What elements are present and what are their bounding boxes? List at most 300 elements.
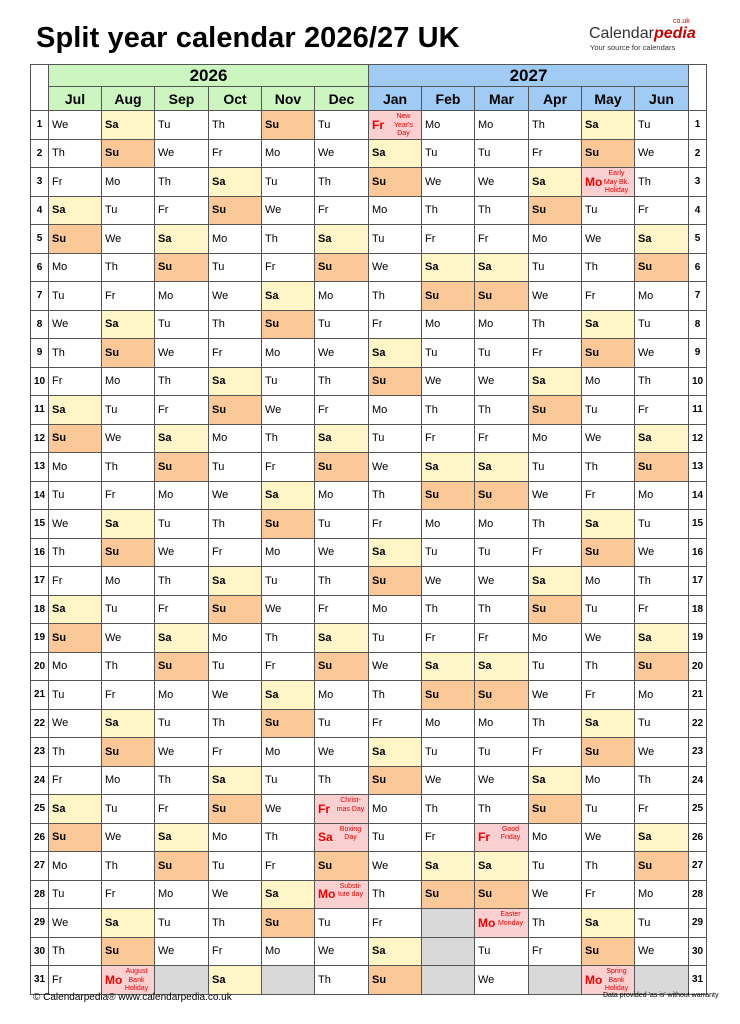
day-cell: Sa <box>475 852 529 881</box>
day-number: 16 <box>31 538 49 567</box>
weekday-label: Fr <box>318 801 330 816</box>
day-cell: Fr <box>422 225 475 254</box>
day-cell: Mo <box>475 111 529 140</box>
day-cell: Th <box>422 595 475 624</box>
table-row <box>31 453 707 482</box>
day-cell: We <box>475 966 529 995</box>
day-cell: Sa <box>315 624 369 653</box>
day-cell: We <box>209 880 262 909</box>
day-cell: We <box>262 795 315 824</box>
day-cell: Th <box>49 339 102 368</box>
day-cell: Th <box>262 424 315 453</box>
day-cell: Tu <box>102 595 155 624</box>
day-cell: Th <box>475 396 529 425</box>
day-number: 8 <box>31 310 49 339</box>
day-number: 22 <box>689 709 707 738</box>
day-cell: Tu <box>155 709 209 738</box>
day-number: 14 <box>31 481 49 510</box>
day-cell: We <box>635 937 689 966</box>
day-cell: Tu <box>635 909 689 938</box>
day-cell: Mo <box>262 139 315 168</box>
day-cell: Fr <box>635 795 689 824</box>
day-cell: Th <box>369 481 422 510</box>
day-cell: We <box>475 766 529 795</box>
day-number: 12 <box>689 424 707 453</box>
empty-day-cell <box>635 966 689 995</box>
day-cell: Th <box>102 852 155 881</box>
day-cell: Th <box>369 880 422 909</box>
day-cell: Su <box>422 282 475 311</box>
month-header-aug: Aug <box>102 87 155 111</box>
day-cell: Su <box>529 196 582 225</box>
day-cell: Tu <box>369 624 422 653</box>
day-cell: Su <box>49 225 102 254</box>
day-cell: Fr <box>635 396 689 425</box>
day-cell: Tu <box>262 567 315 596</box>
day-cell: Mo <box>422 510 475 539</box>
month-header-dec: Dec <box>315 87 369 111</box>
day-number: 15 <box>31 510 49 539</box>
month-header-mar: Mar <box>475 87 529 111</box>
day-cell: Mo <box>155 282 209 311</box>
day-cell: Su <box>155 852 209 881</box>
day-number: 5 <box>31 225 49 254</box>
day-cell: Sa <box>155 424 209 453</box>
day-cell: We <box>529 481 582 510</box>
table-row <box>31 880 707 909</box>
day-cell: Su <box>209 196 262 225</box>
day-cell: Fr <box>529 538 582 567</box>
day-cell: Mo <box>262 738 315 767</box>
day-cell: Sa <box>262 880 315 909</box>
table-row <box>31 196 707 225</box>
day-cell: Fr <box>209 139 262 168</box>
day-cell: Fr <box>475 225 529 254</box>
holiday-label: Early May Bk. Holiday <box>603 170 630 194</box>
day-cell: Su <box>315 453 369 482</box>
day-cell: Fr <box>582 481 635 510</box>
day-cell: Th <box>475 795 529 824</box>
logo-tagline: Your source for calendars <box>590 43 676 52</box>
day-cell: Th <box>209 709 262 738</box>
empty-day-cell <box>262 966 315 995</box>
day-number: 14 <box>689 481 707 510</box>
day-cell: Sa <box>582 111 635 140</box>
day-cell: Th <box>529 310 582 339</box>
table-row <box>31 738 707 767</box>
day-cell: Fr <box>209 538 262 567</box>
day-cell: Sa <box>155 823 209 852</box>
day-cell: Mo <box>49 453 102 482</box>
weekday-label: Mo <box>478 915 496 930</box>
day-cell: Fr <box>422 823 475 852</box>
day-cell: Mo <box>635 282 689 311</box>
day-cell: Fr <box>582 880 635 909</box>
day-cell: Th <box>102 652 155 681</box>
day-cell: We <box>209 481 262 510</box>
table-row <box>31 595 707 624</box>
table-row <box>31 510 707 539</box>
day-cell: We <box>315 339 369 368</box>
day-cell: Fr <box>315 396 369 425</box>
day-cell: Fr <box>369 510 422 539</box>
day-cell: Su <box>529 795 582 824</box>
day-cell: We <box>422 367 475 396</box>
day-cell: Tu <box>262 168 315 197</box>
day-cell: Th <box>582 852 635 881</box>
day-cell: We <box>315 738 369 767</box>
day-cell: Th <box>102 453 155 482</box>
day-cell: Fr <box>369 310 422 339</box>
day-cell: Sa <box>529 766 582 795</box>
day-cell: Tu <box>475 937 529 966</box>
table-row <box>31 823 707 852</box>
day-number: 17 <box>689 567 707 596</box>
day-cell: Fr <box>635 196 689 225</box>
day-number: 28 <box>689 880 707 909</box>
day-cell: Tu <box>209 253 262 282</box>
day-cell: We <box>155 937 209 966</box>
holiday-label: Christ-mas Day <box>336 797 365 813</box>
day-cell: Tu <box>529 253 582 282</box>
holiday-label: Substi-tute day <box>338 882 363 898</box>
month-header-may: May <box>582 87 635 111</box>
day-cell: We <box>475 168 529 197</box>
holiday-label: New Year's Day <box>394 113 413 137</box>
day-number: 6 <box>31 253 49 282</box>
day-cell: Tu <box>529 453 582 482</box>
day-number: 31 <box>31 966 49 995</box>
month-header-jun: Jun <box>635 87 689 111</box>
day-number: 19 <box>31 624 49 653</box>
day-cell: We <box>635 538 689 567</box>
day-cell: Su <box>582 339 635 368</box>
day-cell: Fr <box>582 282 635 311</box>
day-number: 18 <box>31 595 49 624</box>
day-number: 1 <box>689 111 707 140</box>
table-row <box>31 766 707 795</box>
holiday-label: August Bank Holiday <box>124 968 149 992</box>
day-cell: We <box>49 111 102 140</box>
day-cell: Fr <box>155 795 209 824</box>
weekday-label: Mo <box>585 972 603 987</box>
day-cell: Th <box>49 139 102 168</box>
day-cell: Mo <box>475 709 529 738</box>
day-number: 22 <box>31 709 49 738</box>
day-number: 9 <box>31 339 49 368</box>
day-number: 21 <box>689 681 707 710</box>
day-number: 7 <box>689 282 707 311</box>
day-cell: Mo <box>422 310 475 339</box>
day-number: 25 <box>689 795 707 824</box>
day-cell: We <box>262 196 315 225</box>
day-cell: Th <box>315 966 369 995</box>
day-cell: Su <box>49 823 102 852</box>
day-cell: Su <box>102 538 155 567</box>
day-cell: Sa <box>529 567 582 596</box>
day-cell: Fr <box>49 766 102 795</box>
day-cell: We <box>529 282 582 311</box>
day-cell: Sa <box>582 709 635 738</box>
day-cell: Mo <box>582 567 635 596</box>
day-cell: Su <box>155 652 209 681</box>
table-row <box>31 624 707 653</box>
day-cell: Tu <box>529 852 582 881</box>
day-cell: Th <box>155 367 209 396</box>
day-cell: Th <box>422 196 475 225</box>
day-cell <box>475 823 529 852</box>
day-cell: Mo <box>102 766 155 795</box>
day-cell: Th <box>475 196 529 225</box>
empty-day-cell <box>422 909 475 938</box>
day-cell: Su <box>262 909 315 938</box>
day-cell: Fr <box>155 196 209 225</box>
day-cell: Su <box>369 168 422 197</box>
day-cell: Mo <box>315 282 369 311</box>
day-cell: Sa <box>49 396 102 425</box>
day-cell: Tu <box>262 766 315 795</box>
day-cell: We <box>582 624 635 653</box>
day-cell: We <box>49 909 102 938</box>
day-cell: Th <box>635 367 689 396</box>
day-cell: Sa <box>102 909 155 938</box>
day-cell: Fr <box>582 681 635 710</box>
day-cell: Su <box>209 795 262 824</box>
day-cell: Fr <box>209 738 262 767</box>
day-number: 26 <box>689 823 707 852</box>
calendarpedia-logo[interactable] <box>589 18 719 54</box>
day-cell: Th <box>209 909 262 938</box>
day-cell: Th <box>635 766 689 795</box>
day-cell: Th <box>262 624 315 653</box>
weekday-label: Fr <box>478 830 490 845</box>
day-number: 4 <box>689 196 707 225</box>
day-cell: Su <box>635 253 689 282</box>
month-header-nov: Nov <box>262 87 315 111</box>
day-cell: Tu <box>475 139 529 168</box>
holiday-label: Good Friday <box>500 825 521 841</box>
day-number: 5 <box>689 225 707 254</box>
day-cell: Tu <box>49 880 102 909</box>
day-number: 13 <box>689 453 707 482</box>
day-cell: Th <box>49 738 102 767</box>
day-number: 27 <box>689 852 707 881</box>
day-cell: Th <box>315 766 369 795</box>
day-cell <box>369 111 422 140</box>
day-cell: Fr <box>529 139 582 168</box>
table-row <box>31 225 707 254</box>
day-cell: Mo <box>582 367 635 396</box>
month-header-sep: Sep <box>155 87 209 111</box>
day-cell: Fr <box>529 339 582 368</box>
day-cell: Fr <box>262 852 315 881</box>
day-cell: Sa <box>209 766 262 795</box>
weekday-label: Sa <box>318 830 333 845</box>
day-cell: We <box>475 367 529 396</box>
day-cell: Sa <box>529 168 582 197</box>
day-number: 28 <box>31 880 49 909</box>
day-cell: Th <box>155 168 209 197</box>
day-cell: Su <box>262 510 315 539</box>
day-cell: Sa <box>369 139 422 168</box>
day-cell: Tu <box>49 282 102 311</box>
day-cell: Tu <box>315 310 369 339</box>
month-header-jan: Jan <box>369 87 422 111</box>
day-cell: Mo <box>369 396 422 425</box>
day-cell: Fr <box>155 396 209 425</box>
day-cell: Mo <box>262 538 315 567</box>
day-cell: Sa <box>102 111 155 140</box>
table-row <box>31 310 707 339</box>
day-cell: Fr <box>635 595 689 624</box>
day-cell: Tu <box>422 139 475 168</box>
day-cell: Fr <box>49 966 102 995</box>
day-cell: We <box>422 168 475 197</box>
day-cell: Su <box>422 681 475 710</box>
day-cell: Fr <box>209 937 262 966</box>
table-row <box>31 253 707 282</box>
day-cell <box>582 966 635 995</box>
day-number: 12 <box>31 424 49 453</box>
day-cell: Mo <box>262 339 315 368</box>
day-cell: Tu <box>49 681 102 710</box>
day-number: 15 <box>689 510 707 539</box>
day-cell: Sa <box>262 681 315 710</box>
year-header-2026: 2026 <box>49 65 369 87</box>
day-number: 3 <box>31 168 49 197</box>
day-cell: Mo <box>209 424 262 453</box>
day-cell: Th <box>475 595 529 624</box>
day-cell: Fr <box>155 595 209 624</box>
day-cell: Mo <box>315 481 369 510</box>
month-header-oct: Oct <box>209 87 262 111</box>
holiday-label: Easter Monday <box>498 911 523 927</box>
day-cell: We <box>102 225 155 254</box>
day-cell: Sa <box>315 424 369 453</box>
day-cell: We <box>475 567 529 596</box>
day-number: 17 <box>31 567 49 596</box>
day-number: 18 <box>689 595 707 624</box>
day-cell: Sa <box>635 624 689 653</box>
day-cell: We <box>369 453 422 482</box>
corner-cell <box>689 65 707 111</box>
day-cell: Fr <box>369 709 422 738</box>
day-number: 21 <box>31 681 49 710</box>
day-cell: Fr <box>529 937 582 966</box>
day-cell: We <box>155 339 209 368</box>
day-cell: Mo <box>369 595 422 624</box>
day-cell <box>102 966 155 995</box>
day-cell: Sa <box>49 795 102 824</box>
day-cell: We <box>315 937 369 966</box>
day-cell: Sa <box>209 567 262 596</box>
day-number: 20 <box>31 652 49 681</box>
calendar-body <box>31 111 707 995</box>
day-cell: Tu <box>315 709 369 738</box>
day-cell: Mo <box>209 225 262 254</box>
day-cell: Tu <box>209 852 262 881</box>
weekday-label: Mo <box>318 887 336 902</box>
day-cell: Fr <box>209 339 262 368</box>
day-cell: Sa <box>582 909 635 938</box>
day-cell: Tu <box>635 111 689 140</box>
day-cell: Th <box>209 111 262 140</box>
day-cell: Sa <box>209 966 262 995</box>
day-cell: Fr <box>529 738 582 767</box>
day-cell <box>315 880 369 909</box>
day-cell: Tu <box>582 196 635 225</box>
day-cell: Su <box>49 424 102 453</box>
day-cell: Th <box>155 567 209 596</box>
day-cell: Tu <box>155 111 209 140</box>
day-cell: Su <box>422 481 475 510</box>
day-cell: Tu <box>369 225 422 254</box>
day-cell: We <box>529 880 582 909</box>
day-number: 23 <box>31 738 49 767</box>
day-cell: Tu <box>155 310 209 339</box>
day-cell: Mo <box>369 196 422 225</box>
day-number: 9 <box>689 339 707 368</box>
day-cell: Tu <box>422 339 475 368</box>
day-cell: Mo <box>209 624 262 653</box>
day-cell: Tu <box>155 510 209 539</box>
day-cell: Tu <box>475 339 529 368</box>
page-title: Split year calendar 2026/27 UK <box>36 22 460 54</box>
day-cell: Mo <box>529 823 582 852</box>
day-cell: Fr <box>49 567 102 596</box>
day-cell: We <box>315 139 369 168</box>
day-cell: We <box>315 538 369 567</box>
day-number: 23 <box>689 738 707 767</box>
day-number: 26 <box>31 823 49 852</box>
day-cell: Tu <box>315 510 369 539</box>
day-cell: Su <box>635 652 689 681</box>
day-cell: Fr <box>422 624 475 653</box>
day-cell: Mo <box>49 852 102 881</box>
day-number: 24 <box>689 766 707 795</box>
day-cell: Fr <box>475 424 529 453</box>
day-cell: Su <box>475 681 529 710</box>
day-cell: Th <box>635 567 689 596</box>
day-cell <box>315 795 369 824</box>
table-row <box>31 681 707 710</box>
day-cell: Tu <box>475 738 529 767</box>
day-cell: Su <box>155 253 209 282</box>
year-header-2027: 2027 <box>369 65 689 87</box>
day-cell: Mo <box>635 681 689 710</box>
day-number: 6 <box>689 253 707 282</box>
day-cell: Su <box>102 139 155 168</box>
day-number: 13 <box>31 453 49 482</box>
day-cell: Mo <box>155 481 209 510</box>
day-cell: Mo <box>49 652 102 681</box>
day-cell: We <box>49 310 102 339</box>
month-header-feb: Feb <box>422 87 475 111</box>
day-cell: We <box>582 823 635 852</box>
day-cell: Tu <box>262 367 315 396</box>
day-cell: Th <box>49 937 102 966</box>
day-cell: Th <box>529 510 582 539</box>
day-cell: Sa <box>315 225 369 254</box>
day-cell: Mo <box>529 624 582 653</box>
day-cell: Su <box>582 538 635 567</box>
day-cell: Mo <box>635 481 689 510</box>
day-cell: We <box>102 823 155 852</box>
day-cell: We <box>582 225 635 254</box>
day-cell: We <box>102 424 155 453</box>
day-cell: Sa <box>422 652 475 681</box>
table-row <box>31 652 707 681</box>
